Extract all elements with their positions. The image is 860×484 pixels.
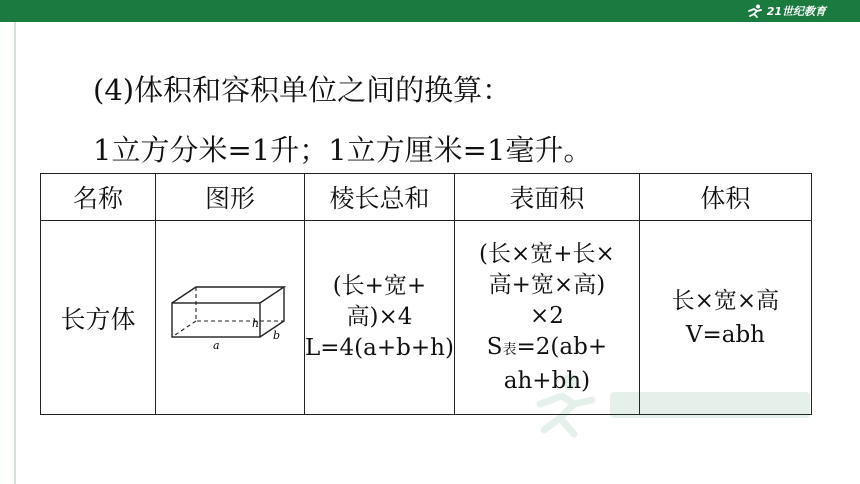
edge-sum-formula: L=4(a+b+h) xyxy=(305,335,454,361)
header-figure: 图形 xyxy=(156,174,305,221)
surface-line-3: ×2 xyxy=(529,302,564,329)
cell-name: 长方体 xyxy=(41,221,156,415)
surface-formula-rest: =2(ab+ xyxy=(516,333,608,360)
cell-edge-sum xyxy=(305,221,455,415)
cuboid-figure xyxy=(168,283,292,353)
header-volume: 体积 xyxy=(639,174,811,221)
surface-formula-end: ah+bh) xyxy=(503,367,591,394)
surface-formula-subscript: 表 xyxy=(502,341,517,358)
label-h: h xyxy=(252,316,260,330)
surface-formula-symbol: S xyxy=(486,333,503,360)
header-surface-area: 表面积 xyxy=(454,174,639,221)
conversion-rule: 1立方分米=1升；1立方厘米=1毫升。 xyxy=(93,133,593,167)
surface-line-2: 高+宽×高) xyxy=(488,271,606,298)
volume-formula: V=abh xyxy=(685,321,765,348)
surface-line-1: (长×宽+长× xyxy=(479,240,615,267)
runner-icon xyxy=(746,4,764,18)
surface-formula xyxy=(455,332,639,366)
edge-sum-line-1: (长+宽+ xyxy=(332,273,427,299)
edge-sum-line-2: 高)×4 xyxy=(346,304,413,330)
cell-figure xyxy=(156,221,305,415)
header-bar xyxy=(0,0,860,22)
table-header-row xyxy=(41,174,812,221)
conversion-heading: (4)体积和容积单位之间的换算： xyxy=(93,73,512,107)
label-a: a xyxy=(213,338,220,352)
watermark-logo xyxy=(530,364,830,444)
logo xyxy=(746,3,826,19)
label-b: b xyxy=(273,328,281,342)
header-name: 名称 xyxy=(41,174,156,221)
left-rule xyxy=(14,22,16,484)
logo-text: 21世纪教育 xyxy=(766,5,826,18)
header-edge-sum: 棱长总和 xyxy=(305,174,455,221)
volume-words: 长×宽×高 xyxy=(671,287,780,314)
